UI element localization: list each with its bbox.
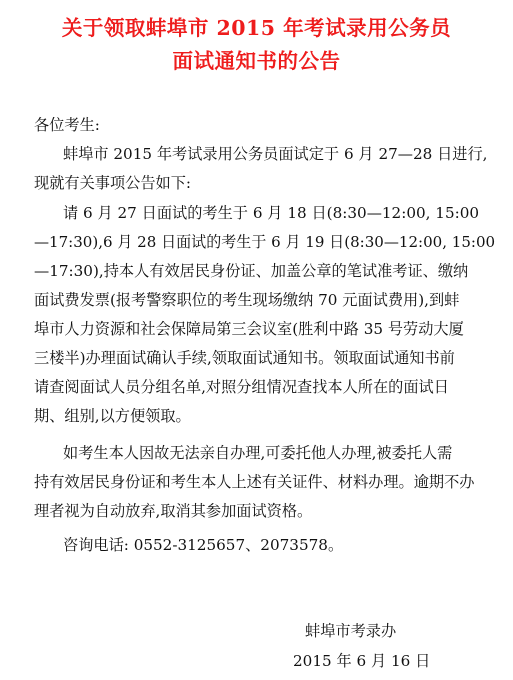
paragraph-2-line: 请查阅面试人员分组名单,对照分组情况查找本人所在的面试日 — [34, 378, 449, 396]
salutation: 各位考生: — [34, 116, 100, 134]
issuer-signature: 蚌埠市考录办 — [305, 622, 397, 640]
paragraph-2-line: 请 6 月 27 日面试的考生于 6 月 18 日(8:30—12:00, 15:00 — [63, 204, 480, 222]
contact-phone: 咨询电话: 0552-3125657、2073578。 — [63, 536, 344, 554]
issue-date: 2015 年 6 月 16 日 — [293, 652, 431, 670]
paragraph-3-line: 理者视为自动放弃,取消其参加面试资格。 — [34, 502, 313, 520]
paragraph-1-line: 蚌埠市 2015 年考试录用公务员面试定于 6 月 27—28 日进行, — [63, 145, 488, 163]
paragraph-2-line: —17:30),持本人有效居民身份证、加盖公章的笔试准考证、缴纳 — [34, 262, 469, 280]
notice-title-line-1: 关于领取蚌埠市 2015 年考试录用公务员 — [61, 16, 452, 40]
paragraph-1-line: 现就有关事项公告如下: — [34, 174, 191, 192]
paragraph-2-line: 埠市人力资源和社会保障局第三会议室(胜利中路 35 号劳动大厦 — [34, 320, 464, 338]
paragraph-2-line: 期、组别,以方便领取。 — [34, 407, 191, 425]
paragraph-2-line: 面试费发票(报考警察职位的考生现场缴纳 70 元面试费用),到蚌 — [34, 291, 460, 309]
paragraph-3-line: 持有效居民身份证和考生本人上述有关证件、材料办理。逾期不办 — [34, 473, 475, 491]
paragraph-2-line: 三楼半)办理面试确认手续,领取面试通知书。领取面试通知书前 — [34, 349, 455, 367]
paragraph-2-line: —17:30),6 月 28 日面试的考生于 6 月 19 日(8:30—12:00, 15:00 — [34, 233, 496, 251]
paragraph-3-line: 如考生本人因故无法亲自办理,可委托他人办理,被委托人需 — [63, 444, 453, 462]
notice-title-line-2: 面试通知书的公告 — [172, 49, 341, 73]
